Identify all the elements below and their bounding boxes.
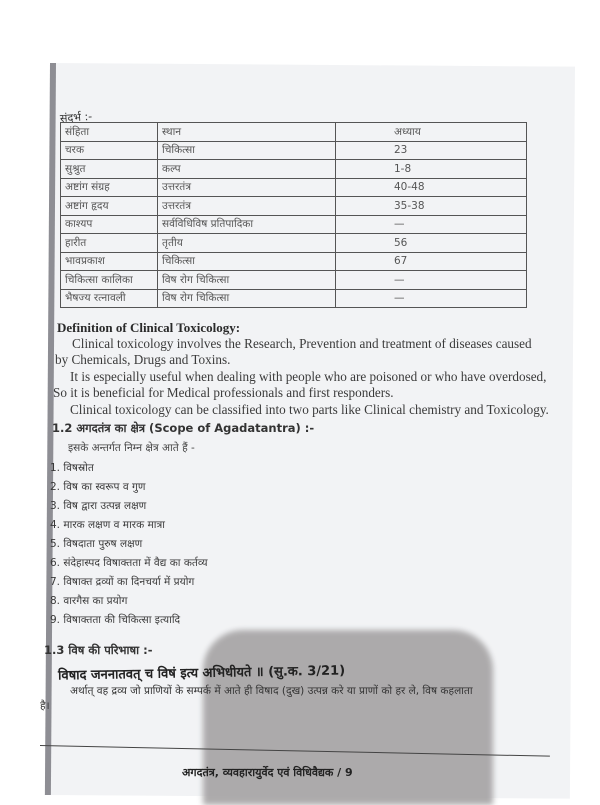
reference-label: संदर्भ :- bbox=[59, 109, 93, 126]
cell: 1-8 bbox=[336, 160, 527, 179]
cell: — bbox=[336, 289, 527, 308]
cell: 56 bbox=[336, 234, 527, 253]
cell: अष्टांग हृदय bbox=[61, 197, 158, 216]
cell: चिकित्सा bbox=[158, 141, 336, 160]
cell: विष रोग चिकित्सा bbox=[158, 271, 336, 290]
list-item: 1. विषस्रोत bbox=[50, 462, 94, 474]
definition-p3-line1: Clinical toxicology can be classified into two parts like Clinical chemistry and Toxicology. bbox=[70, 402, 549, 417]
cell: सर्वविधिविष प्रतिपादिका bbox=[158, 215, 336, 234]
cell: 35-38 bbox=[336, 197, 527, 216]
list-item: 2. विष का स्वरूप व गुण bbox=[50, 481, 146, 493]
definition-heading: Definition of Clinical Toxicology: bbox=[57, 320, 241, 335]
cell: सुश्रुत bbox=[61, 160, 158, 179]
definition-p2-line1: It is especially useful when dealing with people who are poisoned or who have overdosed, bbox=[70, 369, 547, 384]
cell: 23 bbox=[336, 141, 527, 160]
cell: विष रोग चिकित्सा bbox=[158, 289, 336, 308]
list-item: 4. मारक लक्षण व मारक मात्रा bbox=[50, 519, 166, 531]
poison-def-line1: अर्थात् वह द्रव्य जो प्राणियों के सम्पर्क में आते ही विषाद (दुख) उत्पन्न करे या प्राणों को हर ले, विष कहलाता bbox=[70, 685, 473, 697]
header-adhyaya: अध्याय bbox=[336, 123, 527, 142]
scope-heading: 1.2 अगदतंत्र का क्षेत्र (Scope of Agadatantra) :- bbox=[52, 421, 315, 435]
header-sthana: स्थान bbox=[158, 123, 336, 142]
poison-def-heading: 1.3 विष की परिभाषा :- bbox=[44, 643, 153, 657]
footer-divider bbox=[40, 745, 550, 757]
list-item: 9. विषाक्तता की चिकित्सा इत्यादि bbox=[50, 614, 181, 626]
list-item: 5. विषदाता पुरुष लक्षण bbox=[50, 538, 143, 550]
scope-intro: इसके अन्तर्गत निम्न क्षेत्र आते हैं - bbox=[68, 442, 195, 454]
cell: तृतीय bbox=[158, 234, 336, 253]
page-footer: अगदतंत्र, व्यवहारायुर्वेद एवं विधिवैद्यक / 9 bbox=[182, 766, 353, 779]
cell: चिकित्सा bbox=[158, 252, 336, 271]
definition-p1-line1: Clinical toxicology involves the Research, Prevention and treatment of diseases caused bbox=[72, 336, 532, 351]
cell: अष्टांग संग्रह bbox=[61, 178, 158, 197]
cell: भैषज्य रत्नावली bbox=[61, 289, 158, 308]
cell: कल्प bbox=[158, 160, 336, 179]
list-item: 7. विषाक्त द्रव्यों का दिनचर्या में प्रयोग bbox=[50, 576, 195, 588]
cell: — bbox=[336, 271, 527, 290]
cell: — bbox=[336, 215, 527, 234]
cell: 67 bbox=[336, 252, 527, 271]
cell: भावप्रकाश bbox=[61, 252, 158, 271]
cell: चिकित्सा कालिका bbox=[61, 271, 158, 290]
definition-p2-line2: So it is beneficial for Medical professionals and first responders. bbox=[53, 385, 394, 400]
header-samhita: संहिता bbox=[61, 123, 158, 142]
cell: उत्तरतंत्र bbox=[158, 178, 336, 197]
cell: चरक bbox=[61, 141, 158, 160]
list-item: 8. वारगैस का प्रयोग bbox=[50, 595, 128, 607]
poison-def-quote: विषाद जननातवत् च विषं इत्य अभिधीयते ॥ (सु.क. 3/21) bbox=[57, 663, 346, 684]
cell: उत्तरतंत्र bbox=[158, 197, 336, 216]
cell: काश्यप bbox=[61, 215, 158, 234]
cell: हारीत bbox=[61, 234, 158, 253]
list-item: 3. विष द्वारा उत्पन्न लक्षण bbox=[50, 500, 147, 512]
list-item: 6. संदेहास्पद विषाक्तता में वैद्य का कर्तव्य bbox=[50, 557, 208, 569]
definition-p1-line2: by Chemicals, Drugs and Toxins. bbox=[55, 352, 231, 367]
poison-def-line2: है। bbox=[40, 700, 50, 712]
cell: 40-48 bbox=[336, 178, 527, 197]
